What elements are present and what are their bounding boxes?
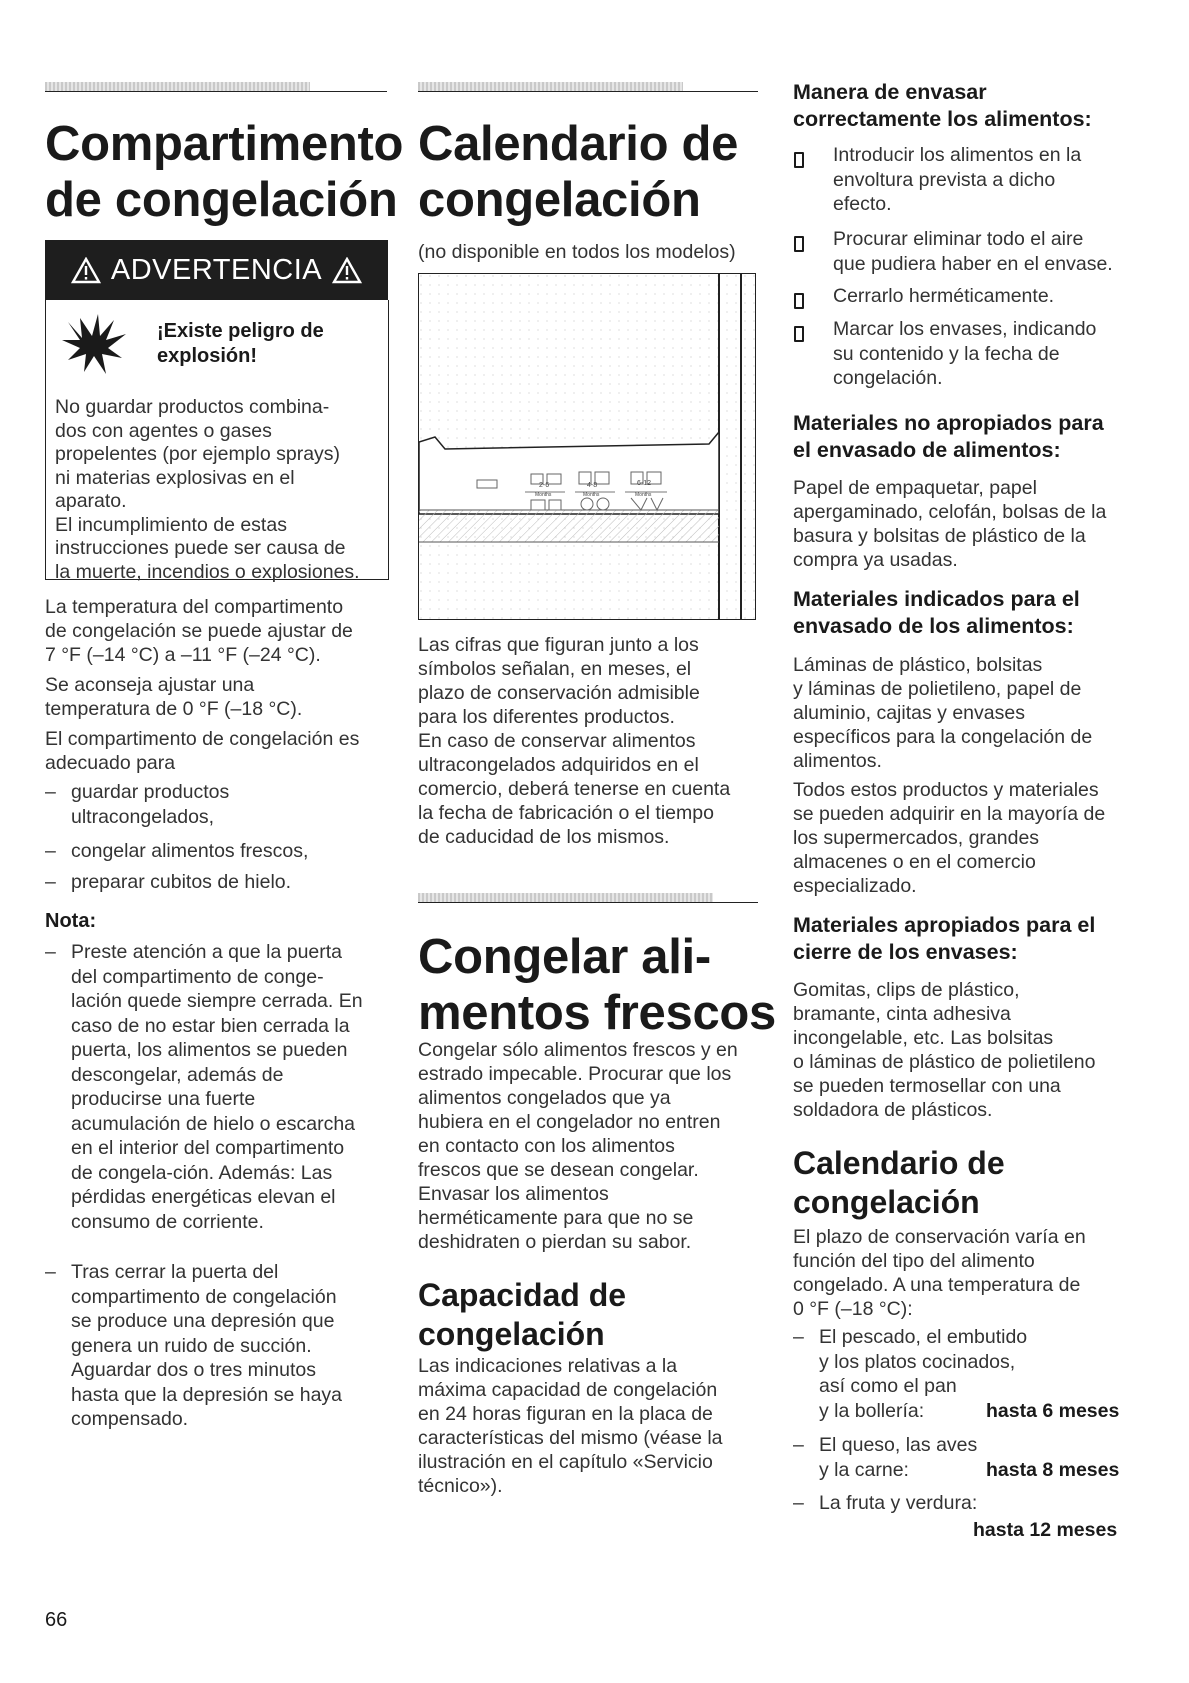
heading-line: correctamente los alimentos: [793, 107, 1092, 131]
title-line-1: Capacidad de [418, 1277, 627, 1313]
text-line: Se aconseja ajustar una [45, 674, 255, 696]
figure-drawing [419, 274, 755, 619]
figure-caption [418, 633, 763, 849]
storage-duration: hasta 6 meses [986, 1399, 1120, 1422]
text-line: efecto. [833, 193, 892, 215]
text-line: la muerte, incendios o explosiones. [55, 560, 360, 583]
section-title [418, 116, 778, 228]
storage-item-fish: – El pescado, el embutido y los platos cocinados, así como el pan y la bollería: hasta 6 meses [793, 1326, 1120, 1422]
text-line: que pudiera haber en el envase. [833, 252, 1113, 275]
note-label: Nota: [45, 910, 97, 932]
page-title [45, 116, 405, 228]
warning-banner [45, 240, 388, 300]
text-line: Preste atención a que la puerta [71, 941, 343, 963]
paragraph [793, 1225, 1143, 1321]
text-line: y láminas de polietileno, papel de [793, 678, 1082, 700]
warning-triangle-icon [332, 257, 362, 284]
text-line: Congelar sólo alimentos frescos y en [418, 1039, 738, 1061]
text-line: plazo de conservación admisible [418, 682, 700, 704]
text-line: para los diferentes productos. [418, 706, 675, 728]
heading-line: envasado de los alimentos: [793, 614, 1074, 638]
paragraph [418, 1038, 763, 1254]
text-line: se produce una depresión que [71, 1310, 335, 1332]
note-item: – Preste atención a que la puerta del compartimento de conge- lación quede siempre cerrada. En caso de no estar bien cerrada la puerta, los alimentos se pueden descongelar, además de producirse una fuerte acumulación de hielo o escarcha en el interior del compartimento de congela-ción. Además: Las pérdidas energéticas elevan el consumo de corriente. [45, 941, 363, 1233]
paragraph [45, 673, 395, 721]
text-line: Las indicaciones relativas a la [418, 1355, 678, 1377]
subsection-heading [793, 410, 1153, 464]
text-line: Todos estos productos y materiales [793, 779, 1099, 801]
freezer-calendar-figure [418, 273, 756, 620]
paragraph [793, 653, 1143, 773]
text-line: se pueden termosellar con una [793, 1075, 1061, 1097]
text-line: consumo de corriente. [71, 1210, 264, 1233]
text-line: o láminas de plástico de polietileno [793, 1051, 1096, 1073]
text-line: los supermercados, grandes [793, 827, 1040, 849]
text-line: congelación. [833, 367, 943, 389]
title-line-1: Calendario de [793, 1145, 1005, 1181]
heading-line: Manera de envasar [793, 80, 987, 104]
storage-duration: hasta 12 meses [973, 1519, 1118, 1541]
subsection-heading [793, 79, 1153, 133]
list-item [793, 143, 1143, 218]
text-line: aluminio, cajitas y envases [793, 702, 1025, 724]
text-line: se pueden adquirir en la mayoría de [793, 803, 1106, 825]
storage-item-fruit: – La fruta y verdura: hasta 12 meses [793, 1492, 1118, 1541]
text-line: de caducidad de los mismos. [418, 826, 670, 848]
text-line: El pescado, el embutido [819, 1326, 1028, 1348]
text-line: apergaminado, celofán, bolsas de la [793, 501, 1107, 523]
paragraph [45, 727, 395, 775]
text-line: caso de no estar bien cerrada la [71, 1014, 350, 1037]
text-line: propelentes (por ejemplo sprays) [55, 443, 341, 465]
list-item [793, 284, 1143, 309]
text-line: en 24 horas figuran en la placa de [418, 1403, 713, 1425]
heading-line: Materiales no apropiados para [793, 411, 1104, 435]
text-line: de congela-ción. Además: Las [71, 1161, 333, 1184]
section-rule [418, 893, 758, 903]
text-line: acumulación de hielo o escarcha [71, 1112, 356, 1135]
text-line: Las cifras que figuran junto a los [418, 634, 699, 656]
text-line: Marcar los envases, indicando [833, 318, 1097, 340]
text-line: adecuado para [45, 752, 176, 774]
warning-label: ADVERTENCIA [110, 253, 323, 286]
figure-label: 2-6 [539, 482, 550, 489]
text-line: estrado impecable. Procurar que los [418, 1063, 732, 1085]
text-line: El incumplimiento de estas [55, 513, 287, 536]
text-line: y los platos cocinados, [819, 1350, 1016, 1373]
text-line: El queso, las aves [819, 1434, 978, 1456]
title-line-1: Calendario de [418, 117, 739, 171]
text-line: compra ya usadas. [793, 549, 958, 571]
text-line: símbolos señalan, en meses, el [418, 658, 692, 680]
text-line: su contenido y la fecha de [833, 342, 1060, 365]
title-line-1: Compartimento [45, 117, 404, 171]
text-line: El compartimento de congelación es [45, 728, 360, 750]
text-line: pérdidas energéticas elevan el [71, 1186, 336, 1208]
subsection-title [793, 1144, 1153, 1222]
warning-heading [157, 319, 324, 369]
list-item: – preparar cubitos de hielo. [45, 871, 292, 893]
text-line: máxima capacidad de congelación [418, 1379, 718, 1401]
text-line: compartimento de congelación [71, 1285, 337, 1308]
section-rule [45, 82, 387, 92]
text-line: genera un ruido de succión. [71, 1334, 312, 1357]
text-line: hubiera en el congelador no entren [418, 1111, 721, 1133]
text-line: específicos para la congelación de [793, 726, 1093, 748]
text-line: y la carne: [819, 1458, 909, 1481]
subsection-title [418, 1276, 626, 1354]
text-line: dos con agentes o gases [55, 419, 272, 442]
text-line: especializado. [793, 875, 917, 897]
warning-triangle-icon [71, 257, 101, 284]
list-item [793, 317, 1143, 392]
subsection-heading [793, 586, 1153, 640]
warning-heading-line: explosión! [157, 345, 258, 367]
storage-duration: hasta 8 meses [986, 1458, 1120, 1481]
heading-line: cierre de los envases: [793, 940, 1018, 964]
text-line: características del mismo (véase la [418, 1427, 723, 1449]
page-number: 66 [45, 1609, 68, 1631]
text-line: bramante, cinta adhesiva [793, 1003, 1011, 1025]
text-line: ultracongelados adquiridos en el [418, 754, 699, 776]
checkbox-bullet-icon [794, 326, 804, 342]
text-line: hasta que la depresión se haya [71, 1383, 343, 1406]
paragraph [45, 595, 395, 667]
paragraph [418, 1354, 763, 1498]
text-line: Láminas de plástico, bolsitas [793, 654, 1043, 676]
title-line-1: Congelar ali- [418, 930, 711, 984]
section-title [418, 929, 778, 1041]
text-line: producirse una fuerte [71, 1088, 256, 1110]
title-line-2: congelación [418, 1316, 605, 1352]
subsection-heading [793, 912, 1153, 966]
heading-line: Materiales apropiados para el [793, 913, 1096, 937]
availability-note: (no disponible en todos los modelos) [418, 241, 736, 263]
storage-item-cheese: – El queso, las aves y la carne: hasta 8 meses [793, 1434, 1120, 1481]
text-line: almacenes o en el comercio [793, 851, 1036, 873]
text-line: Cerrarlo herméticamente. [833, 285, 1055, 307]
checkbox-bullet-icon [794, 293, 804, 309]
text-line: así como el pan [819, 1375, 957, 1397]
text-line: la fecha de fabricación o el tiempo [418, 802, 714, 824]
warning-text [55, 396, 395, 584]
text-line: del compartimento de conge- [71, 965, 324, 988]
text-line: frescos que se desean congelar. [418, 1159, 699, 1181]
text-line: de congelación se puede ajustar de [45, 620, 353, 642]
text-line: Procurar eliminar todo el aire [833, 228, 1084, 250]
text-line: instrucciones puede ser causa de [55, 537, 346, 559]
text-line: deshidraten o pierdan su sabor. [418, 1231, 692, 1253]
text-line: 0 °F (–18 °C): [793, 1298, 913, 1320]
text-line: ultracongelados, [71, 805, 215, 828]
text-line: preparar cubitos de hielo. [71, 871, 292, 893]
heading-line: Materiales indicados para el [793, 587, 1080, 611]
text-line: herméticamente para que no se [418, 1207, 694, 1229]
figure-label: Months [635, 492, 652, 498]
text-line: congelado. A una temperatura de [793, 1274, 1081, 1296]
text-line: temperatura de 0 °F (–18 °C). [45, 698, 303, 720]
text-line: compensado. [71, 1408, 189, 1430]
figure-label: Months [535, 492, 552, 498]
section-rule [418, 82, 758, 92]
text-line: Introducir los alimentos en la [833, 144, 1082, 166]
text-line: ilustración en el capítulo «Servicio [418, 1451, 713, 1473]
text-line: No guardar productos combina- [55, 396, 330, 418]
text-line: envoltura prevista a dicho [833, 168, 1056, 191]
text-line: incongelable, etc. Las bolsitas [793, 1027, 1054, 1049]
text-line: Envasar los alimentos [418, 1183, 609, 1205]
text-line: Tras cerrar la puerta del [71, 1261, 279, 1283]
text-line: 7 °F (–14 °C) a –11 °F (–24 °C). [45, 644, 321, 666]
text-line: La temperatura del compartimento [45, 596, 344, 618]
text-line: lación quede siempre cerrada. En [71, 990, 363, 1012]
text-line: en contacto con los alimentos [418, 1135, 675, 1157]
title-line-2: de congelación [45, 173, 398, 227]
text-line: La fruta y verdura: [819, 1492, 978, 1514]
text-line: Papel de empaquetar, papel [793, 477, 1037, 499]
text-line: basura y bolsitas de plástico de la [793, 525, 1086, 547]
text-line: en el interior del compartimento [71, 1137, 345, 1159]
list-item: – guardar productos ultracongelados, [45, 781, 230, 828]
figure-label: 4-8 [587, 482, 598, 489]
list-item: – congelar alimentos frescos, [45, 840, 309, 862]
text-line: soldadora de plásticos. [793, 1099, 993, 1121]
heading-line: el envasado de alimentos: [793, 438, 1061, 462]
paragraph [793, 476, 1143, 572]
title-line-2: mentos frescos [418, 986, 776, 1040]
text-line: técnico»). [418, 1475, 503, 1497]
figure-label: 6-12 [637, 480, 652, 487]
text-line: ni materias explosivas en el [55, 466, 295, 489]
text-line: alimentos. [793, 750, 882, 772]
text-line: descongelar, además de [71, 1063, 284, 1086]
text-line: puerta, los alimentos se pueden [71, 1039, 348, 1061]
paragraph [793, 778, 1143, 898]
text-line: comercio, deberá tenerse en cuenta [418, 778, 731, 800]
text-line: Aguardar dos o tres minutos [71, 1359, 316, 1381]
warning-heading-line: ¡Existe peligro de [157, 320, 324, 342]
text-line: guardar productos [71, 781, 230, 803]
text-line: congelar alimentos frescos, [71, 840, 309, 862]
text-line: aparato. [55, 490, 127, 512]
note-item: – Tras cerrar la puerta del compartimento de congelación se produce una depresión que genera un ruido de succión. Aguardar dos o tres minutos hasta que la depresión se haya compensado. [45, 1261, 343, 1430]
figure-label: Months [583, 492, 600, 498]
explosion-icon [62, 314, 132, 376]
title-line-2: congelación [418, 173, 701, 227]
title-line-2: congelación [793, 1184, 980, 1220]
list-item [793, 227, 1143, 277]
checkbox-bullet-icon [794, 236, 804, 252]
text-line: alimentos congelados que ya [418, 1087, 671, 1109]
text-line: función del tipo del alimento [793, 1250, 1035, 1272]
text-line: y la bollería: [819, 1399, 925, 1422]
text-line: Gomitas, clips de plástico, [793, 979, 1020, 1001]
text-line: En caso de conservar alimentos [418, 730, 696, 752]
checkbox-bullet-icon [794, 152, 804, 168]
text-line: El plazo de conservación varía en [793, 1226, 1086, 1248]
paragraph [793, 978, 1143, 1122]
